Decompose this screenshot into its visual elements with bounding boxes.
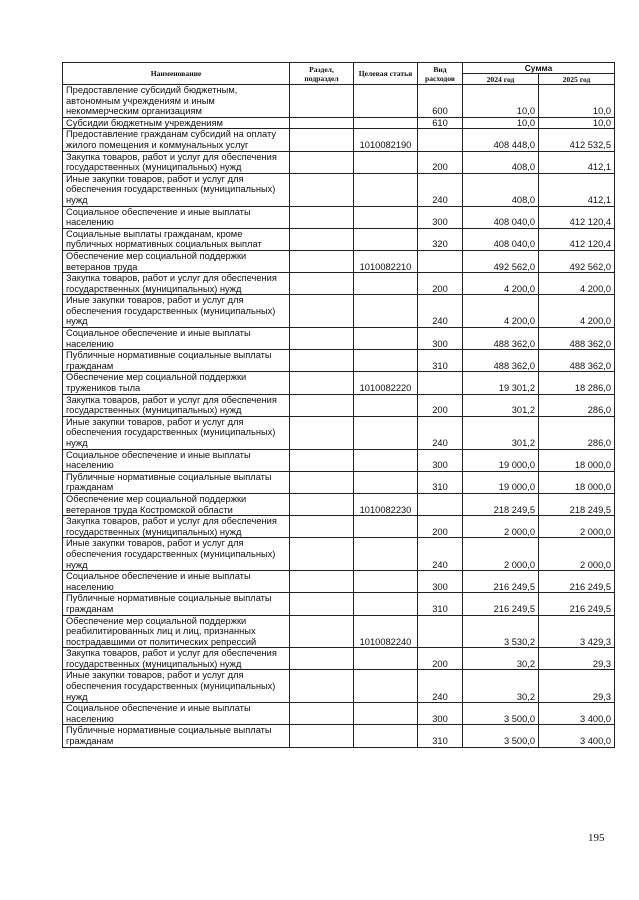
row-name: Иные закупки товаров, работ и услуг для обеспечения государственных (муниципальных) нужд	[63, 416, 290, 449]
row-sum-2025: 18 000,0	[539, 449, 615, 471]
row-sum-2024: 19 000,0	[463, 471, 539, 493]
table-row	[63, 593, 615, 615]
row-sum-2025: 412 120,4	[539, 228, 615, 250]
row-kind: 300	[418, 571, 463, 593]
row-section	[290, 416, 354, 449]
row-name: Обеспечение мер социальной поддержки тружеников тыла	[63, 372, 290, 394]
row-target: 1010082190	[354, 129, 418, 151]
table-body	[63, 85, 615, 748]
row-kind: 300	[418, 328, 463, 350]
row-target	[354, 449, 418, 471]
row-target	[354, 471, 418, 493]
row-sum-2025: 18 286,0	[539, 372, 615, 394]
row-name: Предоставление гражданам субсидий на оплату жилого помещения и коммунальных услуг	[63, 129, 290, 151]
row-name: Социальные выплаты гражданам, кроме публичных нормативных социальных выплат	[63, 228, 290, 250]
row-sum-2025: 488 362,0	[539, 350, 615, 372]
row-name: Публичные нормативные социальные выплаты гражданам	[63, 593, 290, 615]
row-sum-2025: 412 532,5	[539, 129, 615, 151]
row-sum-2024: 10,0	[463, 117, 539, 129]
row-kind	[418, 372, 463, 394]
row-sum-2024: 216 249,5	[463, 593, 539, 615]
row-target	[354, 703, 418, 725]
row-sum-2025: 4 200,0	[539, 273, 615, 295]
table-row	[63, 228, 615, 250]
row-kind: 240	[418, 173, 463, 206]
row-sum-2025: 216 249,5	[539, 593, 615, 615]
row-kind	[418, 250, 463, 272]
row-sum-2024: 216 249,5	[463, 571, 539, 593]
header-kind: Вид расходов	[418, 63, 463, 85]
row-sum-2024: 19 301,2	[463, 372, 539, 394]
row-sum-2025: 412,1	[539, 151, 615, 173]
row-section	[290, 703, 354, 725]
row-sum-2024: 408 040,0	[463, 206, 539, 228]
row-name: Социальное обеспечение и иные выплаты населению	[63, 703, 290, 725]
row-section	[290, 471, 354, 493]
row-section	[290, 670, 354, 703]
table-row	[63, 129, 615, 151]
table-row	[63, 250, 615, 272]
table-row	[63, 273, 615, 295]
row-sum-2025: 29,3	[539, 670, 615, 703]
row-sum-2024: 408,0	[463, 151, 539, 173]
row-sum-2025: 2 000,0	[539, 538, 615, 571]
row-section	[290, 350, 354, 372]
row-sum-2025: 3 400,0	[539, 725, 615, 747]
row-name: Иные закупки товаров, работ и услуг для обеспечения государственных (муниципальных) нужд	[63, 538, 290, 571]
header-name: Наименование	[63, 63, 290, 85]
row-target	[354, 173, 418, 206]
row-sum-2025: 3 429,3	[539, 615, 615, 648]
row-name: Закупка товаров, работ и услуг для обеспечения государственных (муниципальных) нужд	[63, 151, 290, 173]
row-sum-2024: 301,2	[463, 416, 539, 449]
row-sum-2024: 3 530,2	[463, 615, 539, 648]
row-target	[354, 295, 418, 328]
row-section	[290, 151, 354, 173]
row-sum-2025: 2 000,0	[539, 516, 615, 538]
budget-table	[62, 62, 615, 748]
row-target	[354, 416, 418, 449]
row-target	[354, 670, 418, 703]
row-sum-2024: 3 500,0	[463, 725, 539, 747]
row-kind: 300	[418, 703, 463, 725]
row-target	[354, 85, 418, 118]
row-section	[290, 593, 354, 615]
row-name: Социальное обеспечение и иные выплаты населению	[63, 571, 290, 593]
row-section	[290, 295, 354, 328]
table-row	[63, 173, 615, 206]
row-sum-2024: 218 249,5	[463, 493, 539, 515]
row-section	[290, 538, 354, 571]
row-section	[290, 449, 354, 471]
table-row	[63, 394, 615, 416]
row-kind	[418, 615, 463, 648]
row-sum-2024: 3 500,0	[463, 703, 539, 725]
row-kind: 310	[418, 471, 463, 493]
row-section	[290, 228, 354, 250]
row-kind: 310	[418, 350, 463, 372]
row-section	[290, 250, 354, 272]
row-name: Закупка товаров, работ и услуг для обеспечения государственных (муниципальных) нужд	[63, 648, 290, 670]
page-number: 195	[588, 832, 605, 844]
row-sum-2024: 408 040,0	[463, 228, 539, 250]
table-row	[63, 117, 615, 129]
table-row	[63, 571, 615, 593]
header-section: Раздел, подраздел	[290, 63, 354, 85]
table-row	[63, 670, 615, 703]
row-kind: 240	[418, 670, 463, 703]
row-name: Публичные нормативные социальные выплаты гражданам	[63, 725, 290, 747]
row-section	[290, 394, 354, 416]
row-name: Иные закупки товаров, работ и услуг для обеспечения государственных (муниципальных) нужд	[63, 173, 290, 206]
row-name: Обеспечение мер социальной поддержки ветеранов труда Костромской области	[63, 493, 290, 515]
row-kind: 310	[418, 593, 463, 615]
row-name: Предоставление субсидий бюджетным, автономным учреждениям и иным некоммерческим организациям	[63, 85, 290, 118]
row-section	[290, 173, 354, 206]
row-sum-2024: 408 448,0	[463, 129, 539, 151]
row-section	[290, 648, 354, 670]
row-name: Субсидии бюджетным учреждениям	[63, 117, 290, 129]
row-target	[354, 538, 418, 571]
table-row	[63, 151, 615, 173]
row-sum-2025: 286,0	[539, 416, 615, 449]
row-name: Иные закупки товаров, работ и услуг для обеспечения государственных (муниципальных) нужд	[63, 295, 290, 328]
row-target	[354, 725, 418, 747]
row-section	[290, 206, 354, 228]
row-section	[290, 516, 354, 538]
row-target	[354, 593, 418, 615]
row-target	[354, 117, 418, 129]
row-sum-2025: 218 249,5	[539, 493, 615, 515]
table-row	[63, 648, 615, 670]
row-kind: 300	[418, 206, 463, 228]
row-kind: 200	[418, 151, 463, 173]
row-sum-2024: 301,2	[463, 394, 539, 416]
row-sum-2024: 10,0	[463, 85, 539, 118]
row-sum-2025: 492 562,0	[539, 250, 615, 272]
row-name: Социальное обеспечение и иные выплаты населению	[63, 206, 290, 228]
row-sum-2025: 18 000,0	[539, 471, 615, 493]
row-target	[354, 206, 418, 228]
row-kind: 300	[418, 449, 463, 471]
row-name: Иные закупки товаров, работ и услуг для обеспечения государственных (муниципальных) нужд	[63, 670, 290, 703]
row-sum-2025: 4 200,0	[539, 295, 615, 328]
row-kind: 240	[418, 538, 463, 571]
row-section	[290, 129, 354, 151]
row-section	[290, 725, 354, 747]
table-row	[63, 350, 615, 372]
row-kind	[418, 129, 463, 151]
row-target: 1010082210	[354, 250, 418, 272]
row-name: Закупка товаров, работ и услуг для обеспечения государственных (муниципальных) нужд	[63, 273, 290, 295]
row-sum-2024: 2 000,0	[463, 516, 539, 538]
row-target: 1010082220	[354, 372, 418, 394]
header-year-2024: 2024 год	[463, 74, 539, 85]
table-row	[63, 372, 615, 394]
row-sum-2024: 2 000,0	[463, 538, 539, 571]
table-row	[63, 416, 615, 449]
header-sum: Сумма	[463, 63, 615, 74]
row-target	[354, 516, 418, 538]
row-kind: 240	[418, 295, 463, 328]
row-sum-2025: 10,0	[539, 85, 615, 118]
row-section	[290, 372, 354, 394]
row-sum-2024: 30,2	[463, 648, 539, 670]
row-sum-2024: 30,2	[463, 670, 539, 703]
table-row	[63, 449, 615, 471]
row-target	[354, 350, 418, 372]
row-name: Публичные нормативные социальные выплаты гражданам	[63, 350, 290, 372]
row-section	[290, 571, 354, 593]
row-name: Закупка товаров, работ и услуг для обеспечения государственных (муниципальных) нужд	[63, 516, 290, 538]
table-row	[63, 328, 615, 350]
row-kind: 200	[418, 648, 463, 670]
table-row	[63, 295, 615, 328]
row-target	[354, 394, 418, 416]
row-section	[290, 117, 354, 129]
row-name: Публичные нормативные социальные выплаты гражданам	[63, 471, 290, 493]
row-kind: 200	[418, 394, 463, 416]
row-kind: 200	[418, 516, 463, 538]
table-row	[63, 615, 615, 648]
row-target: 1010082240	[354, 615, 418, 648]
table-row	[63, 206, 615, 228]
row-target	[354, 228, 418, 250]
header-target: Целевая статья	[354, 63, 418, 85]
row-name: Обеспечение мер социальной поддержки ветеранов труда	[63, 250, 290, 272]
row-sum-2025: 3 400,0	[539, 703, 615, 725]
row-sum-2024: 492 562,0	[463, 250, 539, 272]
table-row	[63, 85, 615, 118]
row-sum-2024: 408,0	[463, 173, 539, 206]
row-section	[290, 328, 354, 350]
row-sum-2025: 29,3	[539, 648, 615, 670]
table-row	[63, 703, 615, 725]
row-target	[354, 328, 418, 350]
table-row	[63, 493, 615, 515]
row-kind: 610	[418, 117, 463, 129]
row-sum-2025: 286,0	[539, 394, 615, 416]
table-header	[63, 63, 615, 85]
row-sum-2024: 4 200,0	[463, 295, 539, 328]
row-target: 1010082230	[354, 493, 418, 515]
table-row	[63, 516, 615, 538]
table-row	[63, 725, 615, 747]
row-kind: 310	[418, 725, 463, 747]
row-sum-2025: 412,1	[539, 173, 615, 206]
row-section	[290, 85, 354, 118]
row-kind: 320	[418, 228, 463, 250]
row-sum-2025: 10,0	[539, 117, 615, 129]
row-sum-2025: 488 362,0	[539, 328, 615, 350]
row-name: Социальное обеспечение и иные выплаты населению	[63, 449, 290, 471]
row-section	[290, 273, 354, 295]
row-section	[290, 615, 354, 648]
row-target	[354, 151, 418, 173]
row-name: Обеспечение мер социальной поддержки реабилитированных лиц и лиц, признанных пострадавшими от политических репрессий	[63, 615, 290, 648]
row-target	[354, 273, 418, 295]
row-sum-2024: 488 362,0	[463, 350, 539, 372]
row-kind: 200	[418, 273, 463, 295]
header-year-2025: 2025 год	[539, 74, 615, 85]
row-kind	[418, 493, 463, 515]
row-name: Закупка товаров, работ и услуг для обеспечения государственных (муниципальных) нужд	[63, 394, 290, 416]
row-sum-2025: 216 249,5	[539, 571, 615, 593]
row-target	[354, 571, 418, 593]
row-kind: 240	[418, 416, 463, 449]
row-sum-2024: 19 000,0	[463, 449, 539, 471]
row-sum-2025: 412 120,4	[539, 206, 615, 228]
row-section	[290, 493, 354, 515]
row-name: Социальное обеспечение и иные выплаты населению	[63, 328, 290, 350]
table-row	[63, 538, 615, 571]
table-row	[63, 471, 615, 493]
row-target	[354, 648, 418, 670]
row-kind: 600	[418, 85, 463, 118]
row-sum-2024: 488 362,0	[463, 328, 539, 350]
row-sum-2024: 4 200,0	[463, 273, 539, 295]
